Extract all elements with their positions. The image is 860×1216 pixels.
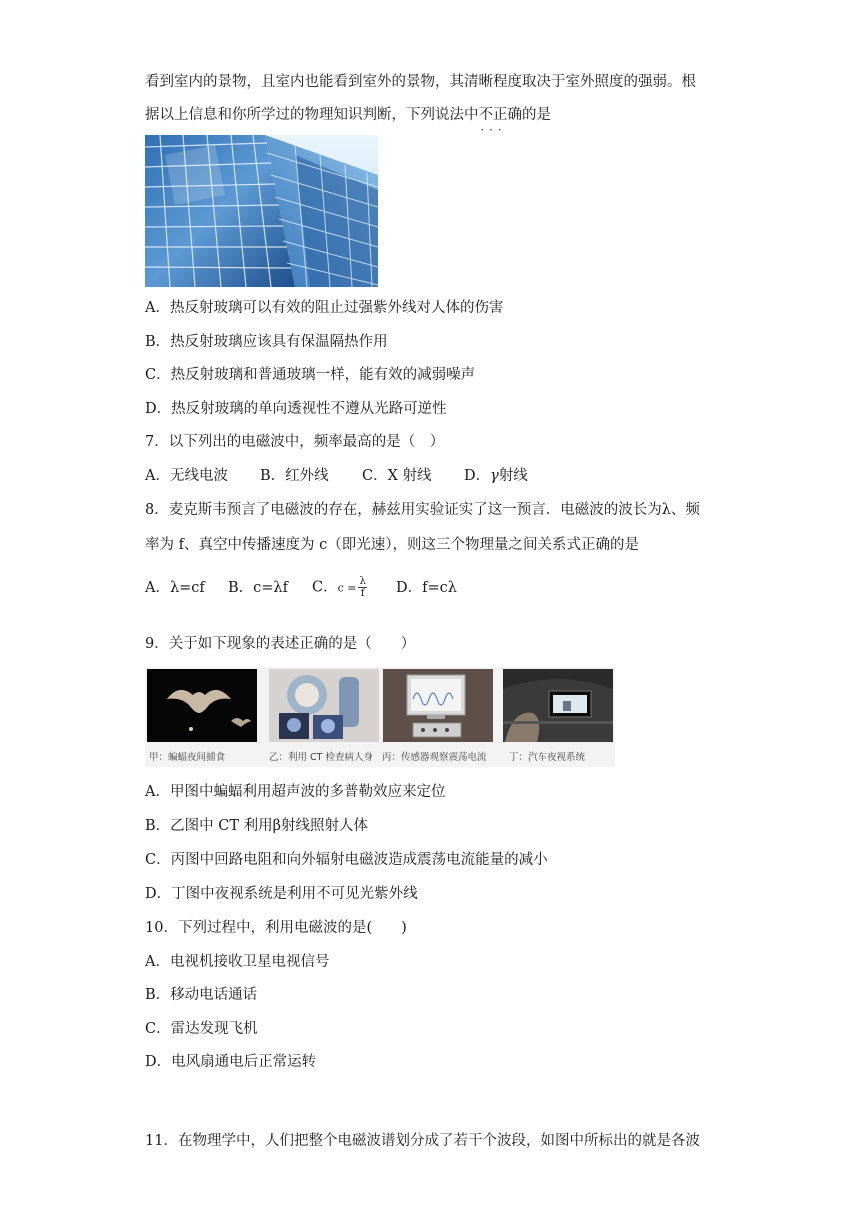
caption-jia: 甲：蝙蝠夜间捕食: [149, 752, 226, 763]
q8-option-b: B．c=λf: [228, 579, 288, 596]
q10-stem: 10．下列过程中，利用电磁波的是( ): [145, 920, 407, 936]
bat-photo: [147, 669, 257, 742]
q7-option-c: C．X 射线: [362, 468, 432, 484]
q9-stem: 9．关于如下现象的表述正确的是（ ）: [145, 636, 416, 652]
q6-emphasis: 不正确 · · ·: [479, 107, 523, 123]
fraction-denominator: f: [360, 588, 365, 599]
glass-building-photo: [145, 135, 378, 287]
q10-option-d: D．电风扇通电后正常运转: [145, 1054, 317, 1070]
q8-options: [145, 576, 457, 599]
q8-option-a: A．λ=cf: [145, 579, 205, 596]
ct-scan-photo: [269, 669, 379, 742]
q8-stem-line2: 率为 f、真空中传播速度为 c（即光速），则这三个物理量之间关系式正确的是: [145, 537, 639, 553]
q7-stem: 7．以下列出的电磁波中，频率最高的是（ ）: [145, 434, 445, 450]
q7-option-d-label: D．: [464, 468, 491, 484]
q7-option-a: A．无线电波: [145, 468, 228, 484]
q6-option-d: D．热反射玻璃的单向透视性不遵从光路可逆性: [145, 401, 447, 417]
q6-option-a: A．热反射玻璃可以有效的阻止过强紫外线对人体的伤害: [145, 300, 504, 316]
q11-stem: 11．在物理学中，人们把整个电磁波谱划分成了若干个波段，如图中所标出的就是各波: [145, 1133, 700, 1149]
fraction-numerator: λ: [359, 576, 366, 587]
q6-option-b: B．热反射玻璃应该具有保温隔热作用: [145, 334, 388, 350]
q8-option-c-lhs: c =: [337, 581, 357, 595]
caption-yi: 乙：利用 CT 检查病人身: [269, 752, 373, 763]
q8-option-c: [312, 576, 396, 599]
caption-ding: 丁：汽车夜视系统: [509, 752, 586, 763]
q7-option-b: B．红外线: [260, 468, 329, 484]
q6-option-c: C．热反射玻璃和普通玻璃一样，能有效的减弱噪声: [145, 367, 476, 383]
q9-option-a: A．甲图中蝙蝠利用超声波的多普勒效应来定位: [145, 784, 446, 800]
q10-option-c: C．雷达发现飞机: [145, 1021, 258, 1037]
caption-bing: 丙：传感器观察震荡电流: [382, 752, 487, 763]
fraction: [358, 576, 366, 599]
night-vision-photo: [503, 669, 613, 742]
q9-option-c: C．丙图中回路电阻和向外辐射电磁波造成震荡电流能量的减小: [145, 852, 548, 868]
q10-option-b: B．移动电话通话: [145, 987, 258, 1003]
q9-option-b: B．乙图中 CT 利用β射线照射人体: [145, 818, 369, 834]
q8-stem-line1: 8．麦克斯韦预言了电磁波的存在，赫兹用实验证实了这一预言．电磁波的波长为λ、频: [145, 502, 700, 518]
q8-option-c-label: C．: [312, 579, 338, 596]
q9-figure-strip: [145, 667, 615, 767]
q6-text-line2-post: 的是: [522, 107, 551, 123]
q6-text-line2: [145, 105, 551, 125]
q7-options: [145, 466, 528, 486]
oscilloscope-photo: [383, 669, 493, 742]
q6-text-line2-pre: 据以上信息和你所学过的物理知识判断，下列说法中: [145, 107, 479, 123]
gamma-symbol: γ: [490, 468, 499, 484]
q7-option-d: [464, 466, 528, 486]
q8-option-d: D．f=cλ: [396, 579, 457, 596]
q7-option-d-text: 射线: [498, 468, 528, 484]
q10-option-a: A．电视机接收卫星电视信号: [145, 954, 330, 970]
q6-text-line1: 看到室内的景物，且室内也能看到室外的景物，其清晰程度取决于室外照度的强弱。根: [145, 74, 696, 90]
q9-option-d: D．丁图中夜视系统是利用不可见光紫外线: [145, 886, 418, 902]
